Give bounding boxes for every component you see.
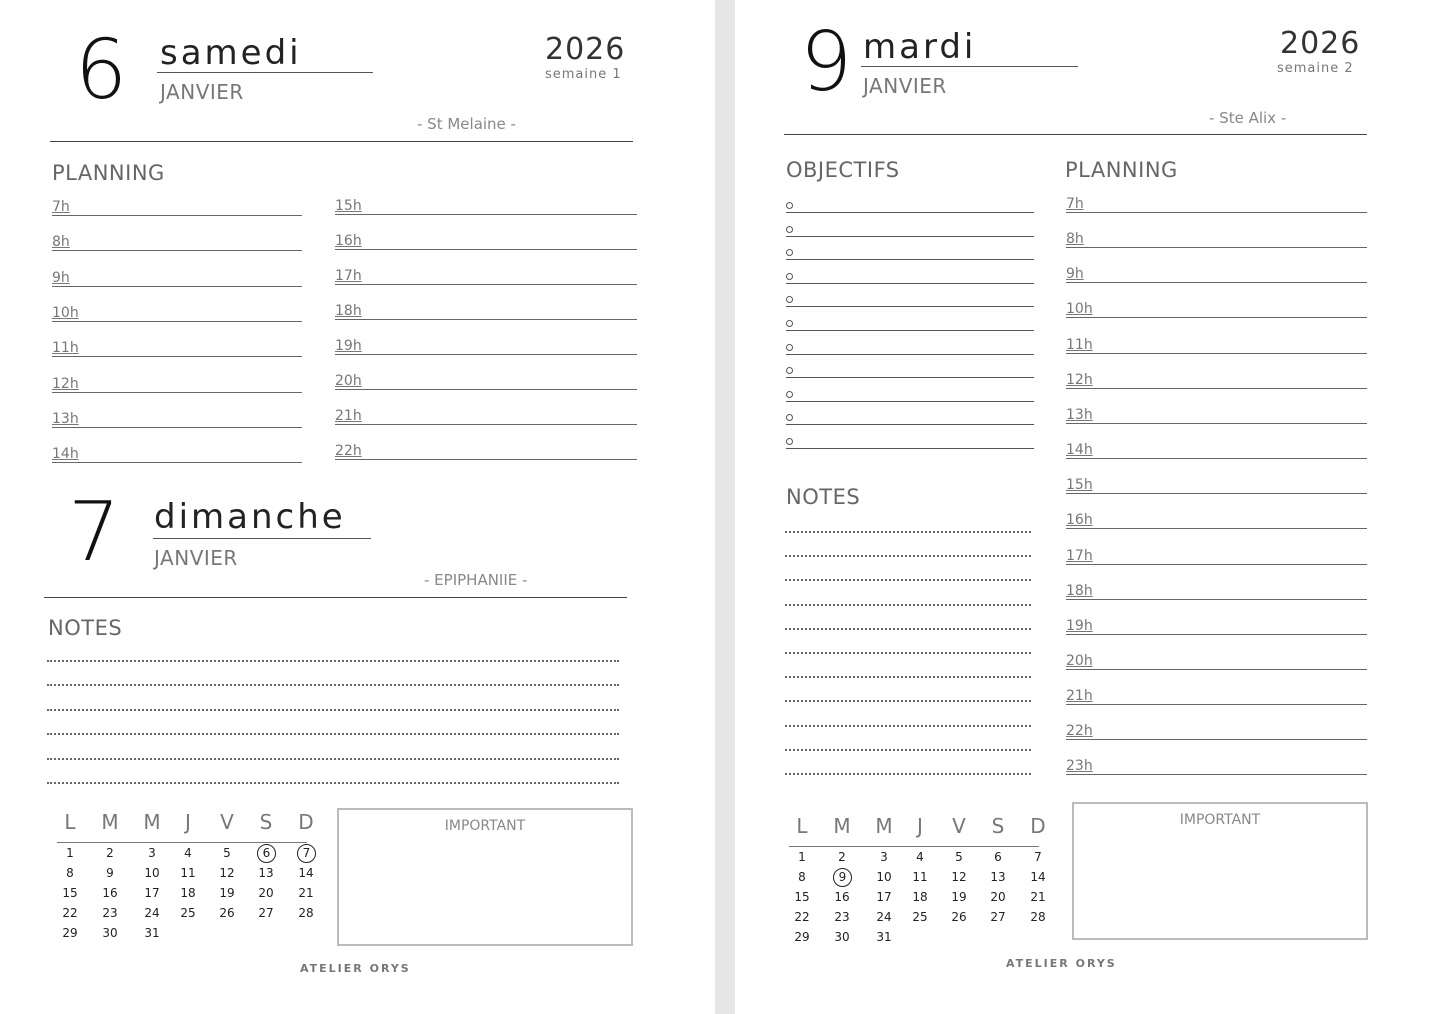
hour-row[interactable] (52, 232, 302, 251)
calendar-day[interactable]: 8 (66, 866, 74, 880)
objective-line[interactable] (786, 377, 1034, 378)
objective-line[interactable] (786, 448, 1034, 449)
calendar-day[interactable]: 23 (102, 906, 118, 920)
hour-row[interactable] (1066, 721, 1367, 740)
saint-label: - Ste Alix - (1209, 109, 1287, 127)
month-label: JANVIER (160, 80, 244, 104)
weekday-header: M (875, 814, 893, 838)
month-label: JANVIER (863, 74, 947, 98)
hour-row[interactable] (1066, 370, 1367, 389)
planning-title: PLANNING (1065, 158, 1178, 182)
calendar-day[interactable]: 3 (148, 846, 156, 860)
day-number: 9 (800, 15, 853, 110)
hour-label: 19h (335, 338, 362, 354)
note-line[interactable] (47, 758, 619, 760)
note-line[interactable] (785, 749, 1031, 751)
calendar-day[interactable]: 4 (916, 850, 924, 864)
hour-row[interactable] (1066, 651, 1367, 670)
hour-label: 20h (1066, 652, 1093, 669)
weekday-header: M (101, 810, 119, 834)
hour-label: 9h (52, 269, 70, 286)
calendar-day[interactable]: 29 (62, 926, 78, 940)
hour-label: 17h (335, 268, 362, 284)
calendar-day[interactable]: 9 (106, 866, 114, 880)
calendar-day-circled[interactable]: 7 (297, 844, 316, 863)
year-label: 2026 (545, 32, 626, 67)
hour-label: 7h (1066, 196, 1084, 212)
note-line[interactable] (47, 684, 619, 686)
weekday-header: S (259, 810, 273, 834)
hour-row[interactable] (52, 444, 302, 463)
bullet-icon (786, 367, 793, 374)
hour-row[interactable] (1066, 510, 1367, 529)
hour-label: 18h (1066, 582, 1093, 599)
calendar-day[interactable]: 8 (798, 870, 806, 884)
hour-row[interactable] (1066, 616, 1367, 635)
hour-label: 21h (1066, 688, 1093, 705)
calendar-day[interactable]: 31 (876, 930, 892, 944)
note-line[interactable] (785, 579, 1031, 581)
calendar-day[interactable]: 26 (951, 910, 967, 924)
hour-row[interactable] (1066, 229, 1367, 248)
hour-row[interactable] (335, 196, 637, 215)
header-divider (784, 134, 1367, 135)
weekday-header: V (952, 814, 966, 838)
weekday-header: V (220, 810, 234, 834)
calendar-day[interactable]: 18 (180, 886, 196, 900)
calendar-day[interactable]: 23 (834, 910, 850, 924)
brand-label: ATELIER ORYS (300, 962, 411, 975)
note-line[interactable] (785, 652, 1031, 654)
hour-row[interactable] (1066, 405, 1367, 424)
hour-row[interactable] (1066, 264, 1367, 283)
brand-label: ATELIER ORYS (1006, 957, 1117, 970)
note-line[interactable] (47, 709, 619, 711)
hour-label: 7h (52, 199, 70, 215)
hour-label: 20h (335, 373, 362, 389)
objective-line[interactable] (786, 354, 1034, 355)
header-divider (50, 141, 633, 142)
objective-line[interactable] (786, 306, 1034, 307)
left-page (0, 0, 715, 1014)
weekday-header: J (917, 814, 923, 838)
hour-label: 8h (52, 234, 70, 251)
year-label: 2026 (1280, 26, 1361, 61)
calendar-day-circled[interactable]: 6 (257, 844, 276, 863)
hour-label: 19h (1066, 617, 1093, 634)
hour-row[interactable] (1066, 756, 1367, 775)
hour-row[interactable] (52, 374, 302, 393)
objective-line[interactable] (786, 236, 1034, 237)
hour-row[interactable] (1066, 581, 1367, 600)
hour-row[interactable] (1066, 440, 1367, 459)
calendar-day[interactable]: 24 (876, 910, 892, 924)
hour-row[interactable] (52, 268, 302, 287)
hour-label: 10h (52, 304, 79, 321)
hour-row[interactable] (1066, 686, 1367, 705)
hour-label: 11h (1066, 336, 1093, 353)
bullet-icon (786, 296, 793, 303)
calendar-day[interactable]: 26 (219, 906, 235, 920)
calendar-day[interactable]: 17 (876, 890, 892, 904)
calendar-day[interactable]: 2 (106, 846, 114, 860)
objective-line[interactable] (786, 330, 1034, 331)
hour-row[interactable] (1066, 299, 1367, 318)
calendar-day[interactable]: 12 (951, 870, 967, 884)
note-line[interactable] (785, 676, 1031, 678)
weekday-header: S (991, 814, 1005, 838)
planning-title: PLANNING (52, 161, 165, 185)
hour-label: 8h (1066, 231, 1084, 248)
hour-label: 21h (335, 408, 362, 424)
calendar-day[interactable]: 12 (219, 866, 235, 880)
hour-label: 14h (52, 446, 79, 463)
calendar-day[interactable]: 29 (794, 930, 810, 944)
calendar-day[interactable]: 20 (990, 890, 1006, 904)
calendar-day[interactable]: 1 (66, 846, 74, 860)
important-box (337, 808, 633, 946)
hour-label: 13h (52, 410, 79, 427)
note-line[interactable] (785, 555, 1031, 557)
calendar-day[interactable]: 28 (298, 906, 314, 920)
day-name: dimanche (154, 497, 346, 537)
day-number: 6 (75, 23, 128, 118)
hour-row[interactable] (52, 409, 302, 428)
calendar-day[interactable]: 5 (955, 850, 963, 864)
hour-row[interactable] (335, 301, 637, 320)
calendar-day[interactable]: 19 (219, 886, 235, 900)
calendar-day[interactable]: 17 (144, 886, 160, 900)
bullet-icon (786, 391, 793, 398)
calendar-day[interactable]: 16 (834, 890, 850, 904)
calendar-day[interactable]: 21 (1030, 890, 1046, 904)
hour-label: 10h (1066, 301, 1093, 318)
calendar-day[interactable]: 24 (144, 906, 160, 920)
hour-row[interactable] (1066, 194, 1367, 213)
important-box (1072, 802, 1368, 940)
note-line[interactable] (785, 773, 1031, 775)
calendar-day[interactable]: 6 (994, 850, 1002, 864)
calendar-day[interactable]: 11 (180, 866, 196, 880)
calendar-day[interactable]: 20 (258, 886, 274, 900)
hour-row[interactable] (1066, 335, 1367, 354)
calendar-day[interactable]: 27 (990, 910, 1006, 924)
calendar-day[interactable]: 27 (258, 906, 274, 920)
bullet-icon (786, 226, 793, 233)
calendar-day-circled[interactable]: 9 (833, 868, 852, 887)
calendar-divider (789, 846, 1039, 847)
hour-row[interactable] (335, 336, 637, 355)
weekday-header: L (64, 810, 76, 834)
calendar-day[interactable]: 22 (794, 910, 810, 924)
calendar-day[interactable]: 13 (990, 870, 1006, 884)
hour-row[interactable] (52, 303, 302, 322)
calendar-day[interactable]: 16 (102, 886, 118, 900)
hour-row[interactable] (52, 338, 302, 357)
calendar-day[interactable]: 14 (1030, 870, 1046, 884)
objectifs-title: OBJECTIFS (786, 158, 900, 182)
saint-label: - St Melaine - (417, 115, 516, 133)
day-name-underline (861, 66, 1078, 67)
hour-label: 15h (1066, 477, 1093, 494)
calendar-day[interactable]: 2 (838, 850, 846, 864)
objective-line[interactable] (786, 212, 1034, 213)
objective-line[interactable] (786, 259, 1034, 260)
note-line[interactable] (785, 700, 1031, 702)
day-name: mardi (863, 27, 977, 67)
objective-line[interactable] (786, 401, 1034, 402)
calendar-day[interactable]: 10 (876, 870, 892, 884)
hour-label: 16h (1066, 512, 1093, 529)
bullet-icon (786, 273, 793, 280)
weekday-header: M (833, 814, 851, 838)
day-number: 7 (68, 485, 121, 580)
notes-title: NOTES (786, 485, 861, 509)
bullet-icon (786, 414, 793, 421)
hour-row[interactable] (335, 406, 637, 425)
hour-row[interactable] (335, 441, 637, 460)
calendar-day[interactable]: 18 (912, 890, 928, 904)
calendar-day[interactable]: 21 (298, 886, 314, 900)
calendar-day[interactable]: 7 (1034, 850, 1042, 864)
note-line[interactable] (47, 733, 619, 735)
weekday-header: D (298, 810, 314, 834)
hour-label: 13h (1066, 406, 1093, 423)
hour-label: 16h (335, 233, 362, 249)
calendar-day[interactable]: 13 (258, 866, 274, 880)
notes-title: NOTES (48, 616, 123, 640)
calendar-day[interactable]: 15 (62, 886, 78, 900)
objective-line[interactable] (786, 283, 1034, 284)
weekday-header: J (185, 810, 191, 834)
calendar-day[interactable]: 1 (798, 850, 806, 864)
hour-label: 17h (1066, 547, 1093, 564)
hour-label: 15h (335, 198, 362, 214)
weekday-header: D (1030, 814, 1046, 838)
calendar-day[interactable]: 5 (223, 846, 231, 860)
hour-row[interactable] (1066, 546, 1367, 565)
calendar-day[interactable]: 3 (880, 850, 888, 864)
bullet-icon (786, 438, 793, 445)
hour-row[interactable] (335, 266, 637, 285)
calendar-divider (57, 842, 307, 843)
header-divider (44, 597, 627, 598)
calendar-day[interactable]: 19 (951, 890, 967, 904)
calendar-day[interactable]: 28 (1030, 910, 1046, 924)
hour-label: 22h (1066, 723, 1093, 740)
hour-label: 9h (1066, 266, 1084, 283)
week-label: semaine 2 (1277, 61, 1354, 76)
hour-label: 22h (335, 443, 362, 459)
hour-label: 18h (335, 303, 362, 319)
calendar-day[interactable]: 15 (794, 890, 810, 904)
bullet-icon (786, 202, 793, 209)
weekday-header: M (143, 810, 161, 834)
day-name-underline (153, 538, 371, 539)
calendar-day[interactable]: 25 (912, 910, 928, 924)
bullet-icon (786, 344, 793, 351)
calendar-day[interactable]: 22 (62, 906, 78, 920)
calendar-day[interactable]: 4 (184, 846, 192, 860)
hour-label: 14h (1066, 442, 1093, 459)
objective-line[interactable] (786, 424, 1034, 425)
hour-label: 12h (1066, 371, 1093, 388)
note-line[interactable] (785, 628, 1031, 630)
calendar-day[interactable]: 10 (144, 866, 160, 880)
hour-row[interactable] (335, 371, 637, 390)
right-page (735, 0, 1445, 1014)
note-line[interactable] (47, 660, 619, 662)
note-line[interactable] (785, 531, 1031, 533)
note-line[interactable] (785, 604, 1031, 606)
week-label: semaine 1 (545, 67, 622, 82)
note-line[interactable] (47, 782, 619, 784)
bullet-icon (786, 249, 793, 256)
note-line[interactable] (785, 725, 1031, 727)
hour-label: 23h (1066, 758, 1093, 775)
important-label: IMPORTANT (1179, 812, 1261, 828)
calendar-day[interactable]: 30 (834, 930, 850, 944)
hour-row[interactable] (1066, 475, 1367, 494)
hour-label: 11h (52, 340, 79, 357)
weekday-header: L (796, 814, 808, 838)
bullet-icon (786, 320, 793, 327)
hour-row[interactable] (335, 231, 637, 250)
month-label: JANVIER (154, 546, 238, 570)
hour-label: 12h (52, 375, 79, 392)
hour-row[interactable] (52, 197, 302, 216)
day-name-underline (157, 72, 373, 73)
calendar-day[interactable]: 31 (144, 926, 160, 940)
calendar-day[interactable]: 25 (180, 906, 196, 920)
day-name: samedi (160, 33, 302, 73)
calendar-day[interactable]: 30 (102, 926, 118, 940)
calendar-day[interactable]: 11 (912, 870, 928, 884)
calendar-day[interactable]: 14 (298, 866, 314, 880)
saint-label: - EPIPHANIIE - (424, 571, 528, 589)
important-label: IMPORTANT (444, 818, 526, 834)
